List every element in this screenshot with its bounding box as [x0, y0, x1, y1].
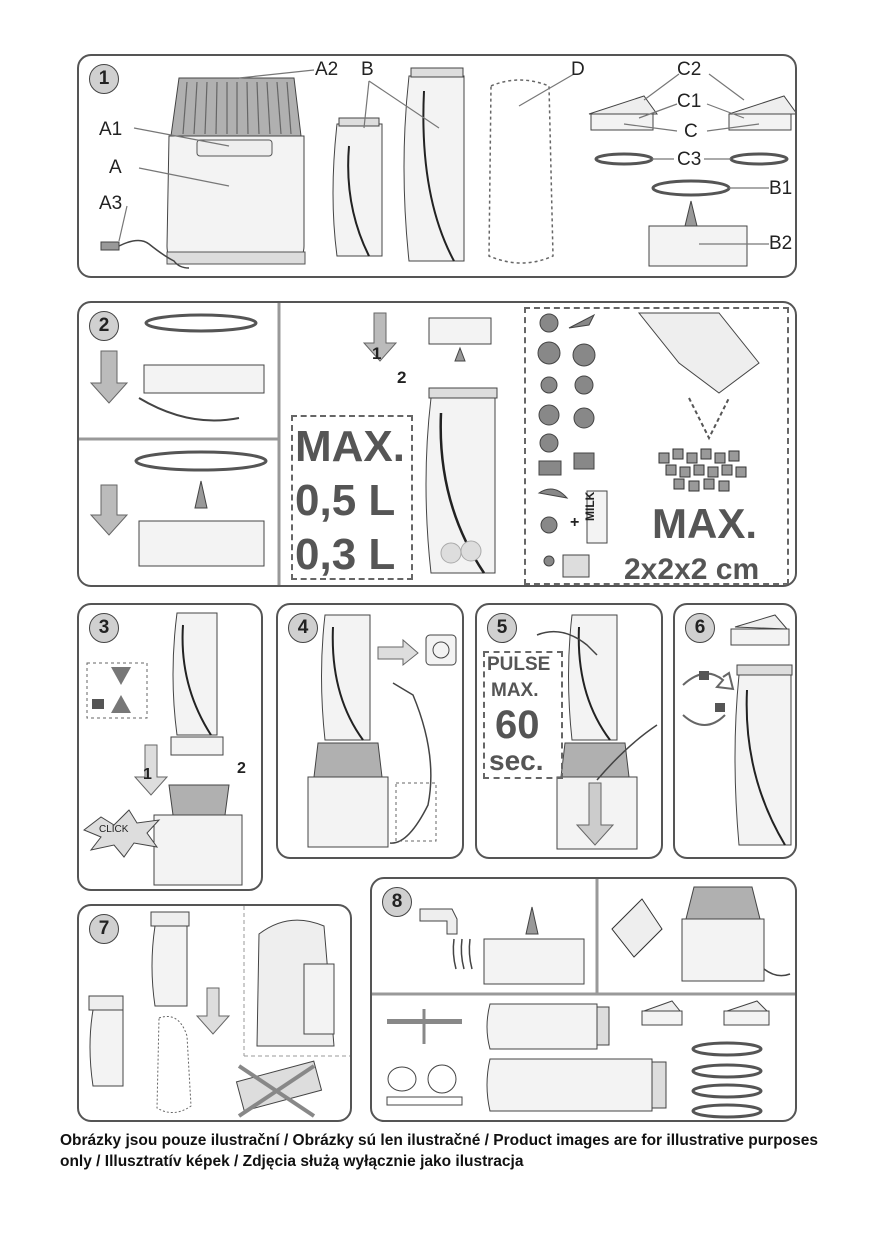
pulse-line-2: MAX. — [491, 680, 539, 701]
step-number-6: 6 — [685, 613, 715, 643]
panel-step-3 — [77, 603, 263, 891]
sub-step-1: 1 — [143, 766, 152, 783]
max-size-line-2: 2x2x2 cm — [624, 553, 760, 586]
plus-sign: + — [570, 514, 580, 531]
label-a1: A1 — [99, 119, 123, 140]
sub-step-2: 2 — [237, 760, 246, 777]
label-a3: A3 — [99, 193, 123, 214]
panel-step-7 — [77, 904, 352, 1122]
label-b2: B2 — [769, 233, 793, 254]
pulse-line-3: 60 — [495, 703, 540, 747]
sub-step-1: 1 — [372, 344, 382, 363]
panel-step-8 — [370, 877, 797, 1122]
pulse-line-4: sec. — [489, 745, 544, 776]
panel-step-1 — [77, 54, 797, 278]
step-7-illustration — [79, 906, 352, 1122]
label-c: C — [684, 121, 698, 142]
panel-step-6 — [673, 603, 797, 859]
step-8-illustration — [372, 879, 797, 1122]
step-number-5: 5 — [487, 613, 517, 643]
label-c2: C2 — [677, 59, 702, 80]
step-number-1: 1 — [89, 64, 119, 94]
panel-step-4 — [276, 603, 464, 859]
step-number-8: 8 — [382, 887, 412, 917]
milk-label: MILK — [583, 491, 597, 521]
step-number-7: 7 — [89, 914, 119, 944]
max-volume-line-2: 0,5 L — [295, 476, 396, 525]
label-a: A — [109, 157, 122, 178]
max-volume-line-1: MAX. — [295, 422, 405, 471]
step-number-4: 4 — [288, 613, 318, 643]
step-number-3: 3 — [89, 613, 119, 643]
step-number-2: 2 — [89, 311, 119, 341]
panel-step-5 — [475, 603, 663, 859]
label-a2: A2 — [315, 59, 339, 80]
label-c3: C3 — [677, 149, 702, 170]
sub-step-2: 2 — [397, 368, 407, 387]
label-b1: B1 — [769, 178, 793, 199]
label-b: B — [361, 59, 374, 80]
max-volume-line-3: 0,3 L — [295, 530, 396, 579]
panel-step-2 — [77, 301, 797, 587]
max-size-line-1: MAX. — [652, 500, 757, 547]
label-c1: C1 — [677, 91, 702, 112]
illustration-disclaimer: Obrázky jsou pouze ilustrační / Obrázky sú len ilustračné / Product images are for illustrative purposes only / Illusztratív képek / Zdjęcia służą wyłącznie jako ilustracja — [60, 1132, 819, 1170]
step-4-illustration — [278, 605, 464, 859]
step-3-illustration — [79, 605, 263, 891]
click-label: CLICK — [99, 824, 129, 835]
pulse-line-1: PULSE — [487, 654, 551, 675]
step-6-illustration — [675, 605, 797, 859]
label-d: D — [571, 59, 585, 80]
